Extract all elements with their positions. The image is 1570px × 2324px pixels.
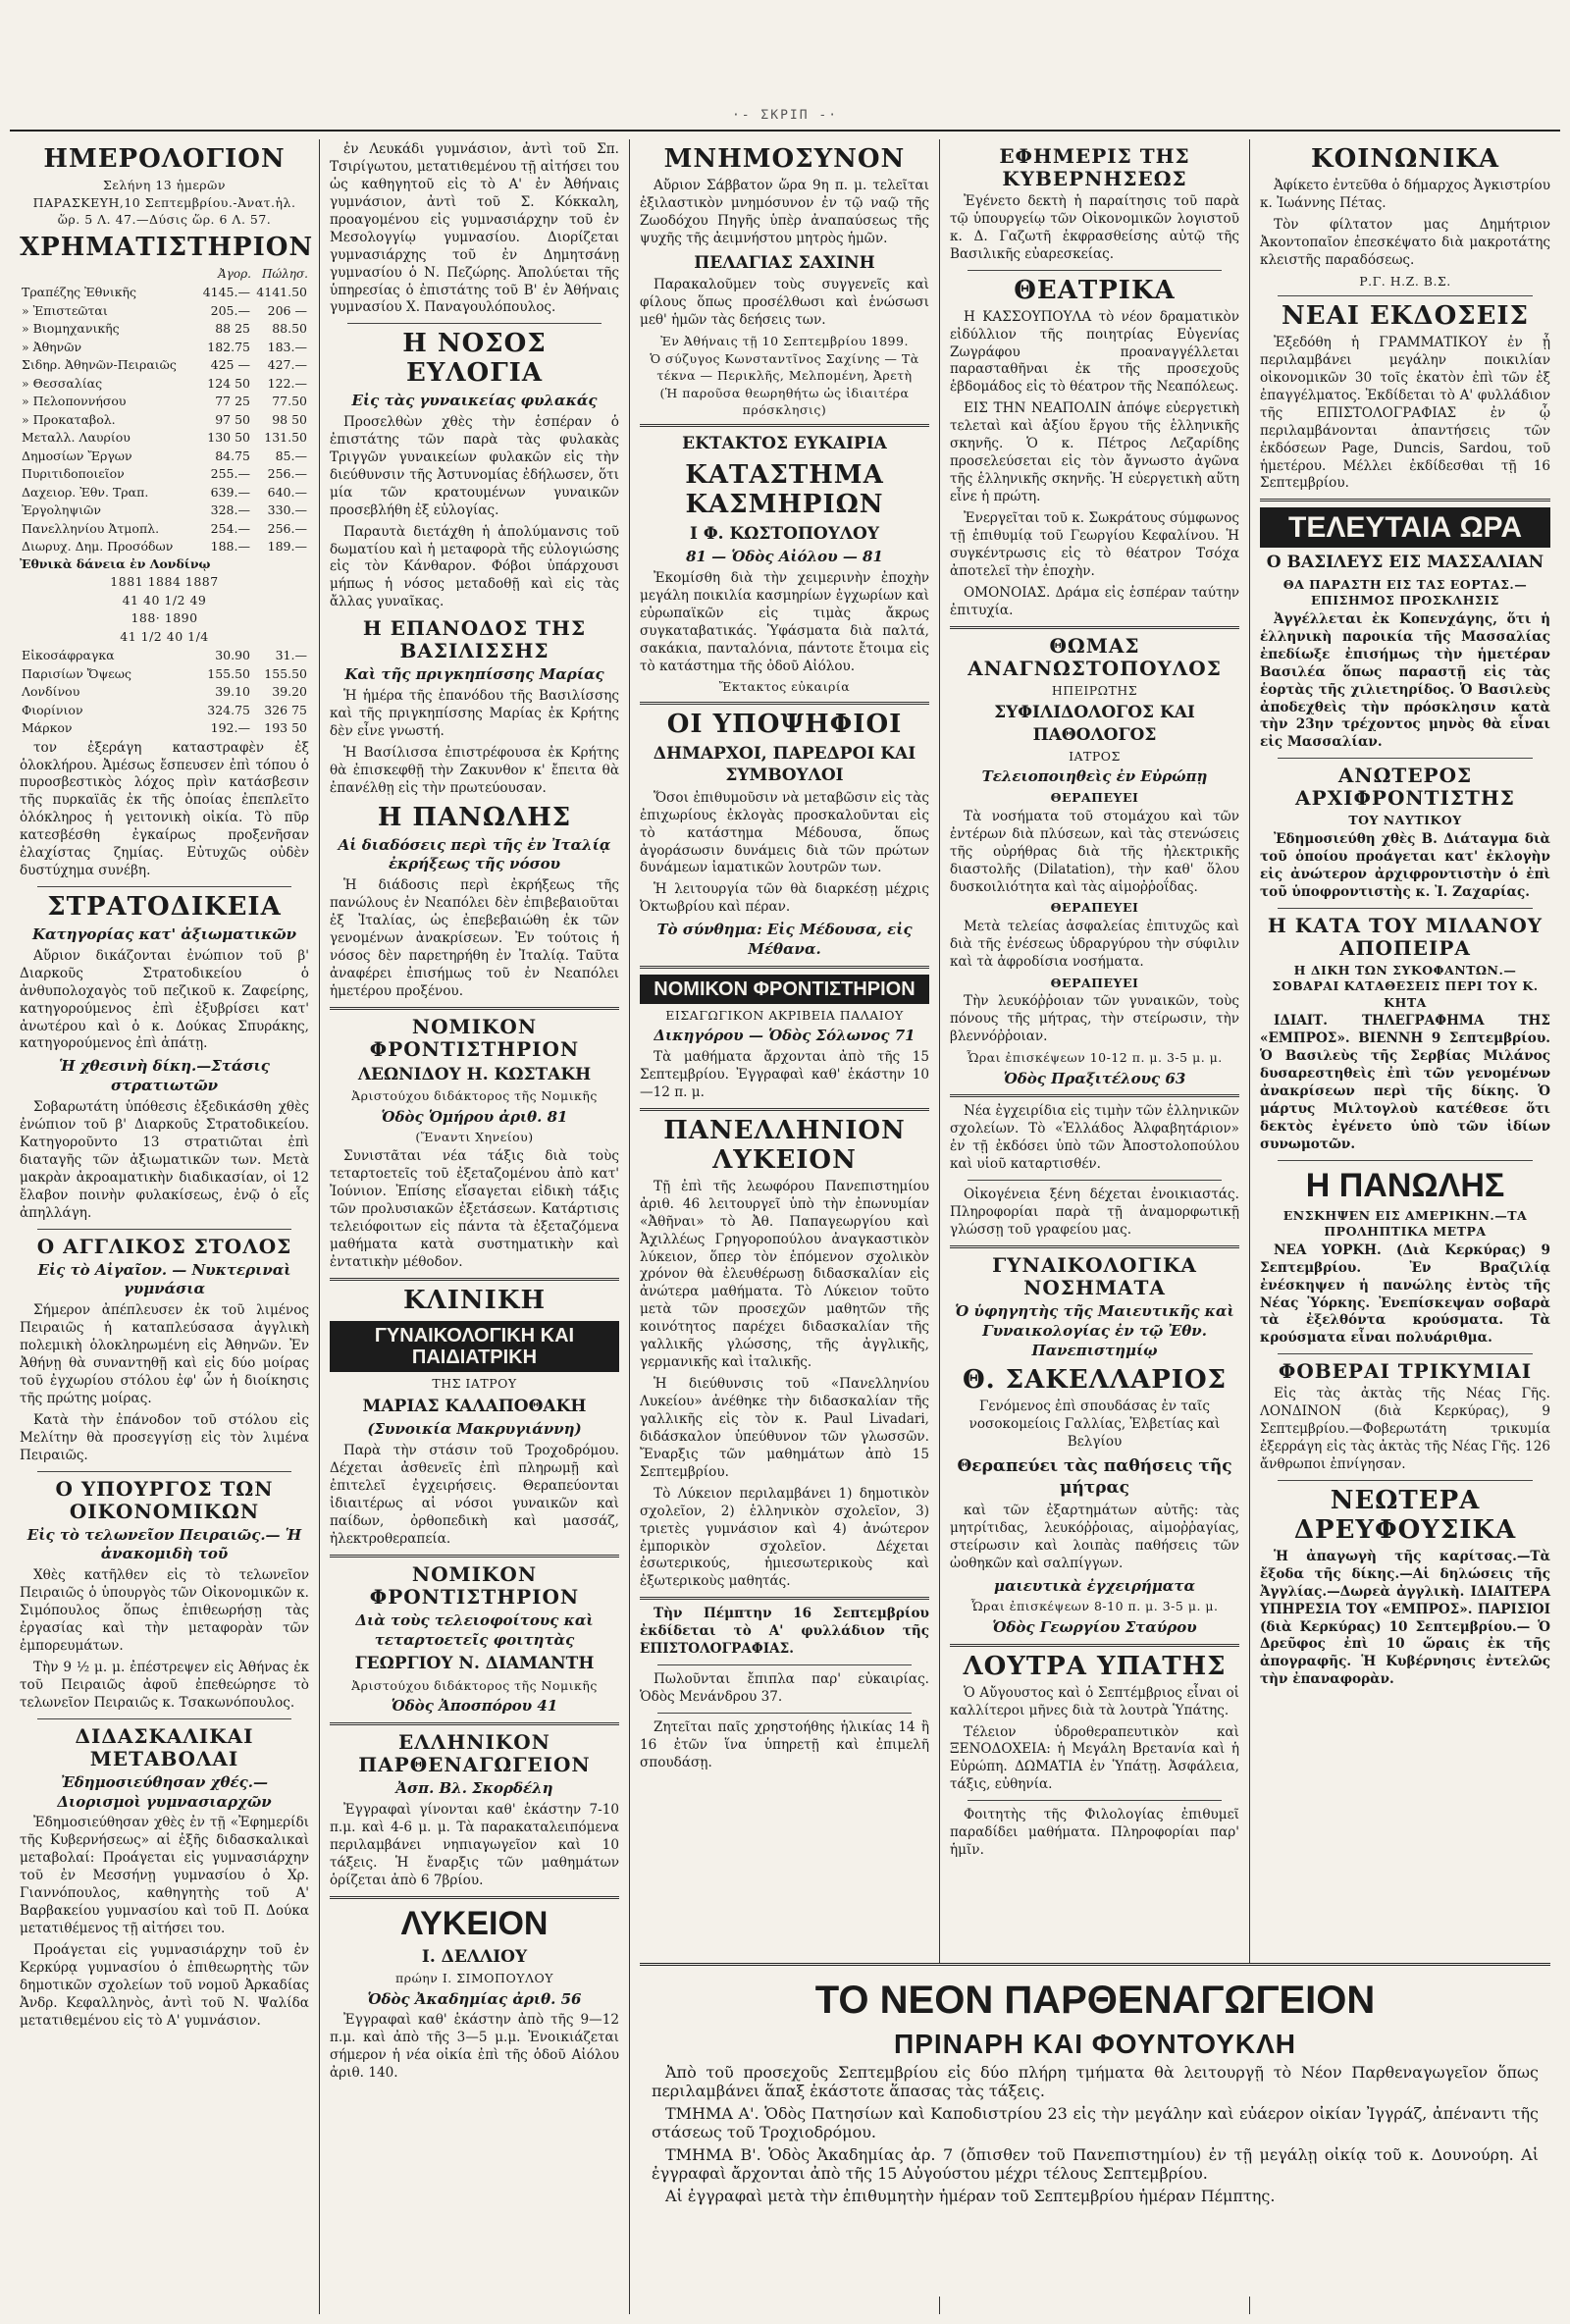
table-row <box>20 465 309 484</box>
divider <box>37 1718 291 1719</box>
theatre-paragraph-4: ΟΜΟΝΟΙΑΣ. Δράμα εἰς ἑσπέραν ταύτην ἐπιτυχία. <box>950 584 1239 618</box>
divider <box>1278 908 1533 909</box>
teachers-subtitle: Ἐδημοσιεύθησαν χθές.— Διορισμοὶ γυμνασιαρχῶν <box>57 1772 272 1811</box>
divider <box>640 424 929 427</box>
exchange-header <box>20 266 309 284</box>
storm-title: ΦΟΒΕΡΑΙ ΤΡΙΚΥΜΙΑΙ <box>1278 1359 1533 1384</box>
dreyfus-title: ΝΕΩΤΕΡΑ ΔΡΕΥΦΟΥΣΙΚΑ <box>1293 1486 1517 1545</box>
plague-italy-paragraph: Ἡ διάδοσις περὶ ἐκρήξεως τῆς πανώλους ἐν Νεαπόλει δὲν ἐπιβεβαιοῦται ἐξ Ἰταλίας, ὡς ἐπεβεβαιώθη ἐκ τῶν γενομένων ἀνακρίσεων. Ἐν τούτοις ἡ νόσος δὲν παρετηρήθη ἐν Ἰταλίᾳ. Ταῦτα ἀναφέρει ἐπισήμως τοῦ ἐν Νεαπόλει ἡμετέρου προξένου. <box>330 877 619 999</box>
rate-buy: 77 25 <box>215 394 250 409</box>
gynecology-doctor: Θ. ΣΑΚΕΛΛΑΡΙΟΣ <box>963 1365 1227 1396</box>
rate-sell: 256.— <box>267 520 307 536</box>
table-row <box>20 339 309 357</box>
divider <box>347 323 602 324</box>
rate-name: » Πελοποννήσου <box>22 394 127 409</box>
fire-article: τον ἐξεράγη καταστραφὲν ἐξ ὁλοκλήρου. Ἀμέσως ἔσπευσεν ἐπὶ τόπου ὁ πυροσβεστικὸς λόχος πρὶν κατάσβεσιν τῆς πυρκαϊᾶς ἐκ τῆς ὁποίας ἐπεπλεῖτο ὁλόκληρος ἡ γειτονικὴ οἰκία. Τὸ πῦρ κατεσβέσθη ἐγκαίρως προξενῆσαν ἐλαχίστας ζημίας. Εὐτυχῶς οὐδὲν δυστύχημα συνέβη. <box>20 739 309 879</box>
gazette-title: ΕΦΗΜΕΡΙΣ ΤΗΣ ΚΥΒΕΡΝΗΣΕΩΣ <box>999 144 1190 190</box>
table-row <box>20 538 309 556</box>
divider <box>968 1180 1222 1181</box>
divider <box>950 1644 1239 1647</box>
rate-buy: 324.75 <box>207 702 250 717</box>
gynecology-address: Ὁδὸς Γεωργίου Σταύρου <box>992 1617 1197 1636</box>
notice-paragraph: Τὴν Πέμπτην 16 Σεπτεμβρίου ἐκδίδεται τὸ Α' φυλλάδιον τῆς ΕΠΙΣΤΟΛΟΓΡΑΦΙΑΣ. <box>640 1606 929 1658</box>
exchange-table <box>20 266 309 555</box>
table-row <box>20 448 309 466</box>
finance-subtitle: Εἰς τὸ τελωνεῖον Πειραιῶς.— Ἡ ἀνακομιδὴ τοῦ <box>26 1525 302 1563</box>
lyceum-name: Ι. ΔΕΛΛΙΟΥ <box>421 1946 528 1967</box>
lodging-paragraph: Οἰκογένεια ξένη δέχεται ἐνοικιαστάς. Πληροφορίαι παρὰ τῇ ἀναμορφωτικῇ γλώσσῃ τοῦ γραφείου μας. <box>950 1187 1239 1238</box>
tutor-subtitle: ΕΙΣΑΓΩΓΙΚΟΝ ΑΚΡΙΒΕΙΑ ΠΑΛΑΙΟΥ <box>665 1007 904 1023</box>
disease-paragraph-2: Παραυτὰ διετάχθη ἡ ἀπολύμανσις τοῦ δωματίου καὶ ἡ μεταφορὰ τῆς εὐλογιώσης εἰς τὸν Κάνθαρον. Φόβοι ὑπάρχουσι μήπως ἡ νόσος μεταδοθῇ καὶ εἰς τὰς ἄλλας γυναῖκας. <box>330 523 619 610</box>
divider <box>657 1713 912 1714</box>
theatre-paragraph-2: ΕΙΣ ΤΗΝ ΝΕΑΠΟΛΙΝ ἀπόψε εὐεργετικὴ τελεταὶ καὶ ἀξίου ἔργου τῆς ἑλληνικῆς σκηνῆς. Ὁ κ. Πέτρος Λεζαρίδης προσελεύσεται εἰς τὸν ἄγνωστο ἀγῶνα τῆς ἑλληνικῆς σκηνῆς. Ἡ εὐεργετικὴ αὕτη εἶνε ἡ πρώτη. <box>950 400 1239 505</box>
divider <box>1278 1160 1533 1161</box>
wanted-paragraph: Ζητεῖται παῖς χρηστοήθης ἡλικίας 14 ἢ 16 ἐτῶν ἵνα ὑπηρετῇ καὶ ἐπιμελῆ σπουδάσῃ. <box>640 1719 929 1770</box>
banner-paragraph-4: Αἱ ἐγγραφαὶ μετὰ τὴν ἐπιθυμητὴν ἡμέραν τοῦ Σεπτεμβρίου ἡμέραν Πέμπτης. <box>665 2187 1276 2206</box>
plague-america-title: Η ΠΑΝΩΛΗΣ <box>1305 1166 1505 1204</box>
divider <box>330 1722 619 1725</box>
rate-buy: 192.— <box>210 720 250 736</box>
banner-title: ΤΟ ΝΕΟΝ ΠΑΡΘΕΝΑΓΩΓΕΙΟΝ <box>814 1979 1376 2022</box>
table-row <box>20 647 309 665</box>
rate-name: Μάρκον <box>22 720 73 736</box>
masthead-ornament: ·‑ ΣΚΡΙΠ ‑· <box>731 108 839 123</box>
shop-address: 81 — Ὁδὸς Αἰόλου — 81 <box>686 548 883 566</box>
attempt-paragraph: ΙΔΙΑΙΤ. ΤΗΛΕΓΡΑΦΗΜΑ ΤΗΣ «ΕΜΠΡΟΣ». ΒΙΕΝΝΗ 9 Σεπτεμβρίου. Ὁ Βασιλεὺς τῆς Σερβίας Μιλάνος δυσαρεστηθεὶς ἐπὶ τῶν γενομένων ἀνακρίσεων περὶ τῆς δίκης. Ὁ μάρτυς Μιλτογλοὺ κατέθεσε ὅτι δεκτὸς ἐγένετο ὑπὸ τῶν ἰδίων συνωμοτῶν. <box>1260 1013 1550 1152</box>
rate-sell: 77.50 <box>272 394 307 409</box>
rate-sell: 256.— <box>267 466 307 482</box>
rate-sell: 85.— <box>275 448 307 463</box>
divider <box>330 1278 619 1281</box>
rate-buy: 88 25 <box>215 321 250 337</box>
storm-paragraph: Εἰς τὰς ἀκτὰς τῆς Νέας Γῆς. ΛΟΝΔΙΝΟΝ (διὰ Κερκύρας), 9 Σεπτεμβρίου.—Φοβερωτάτη τρικυμία ἐξερράγη εἰς τὰς ἀκτὰς τῆς Νέας Γῆς. 126 ἄνθρωποι ἐπνίγησαν. <box>1260 1386 1550 1473</box>
doctor-paragraph: Τὰ νοσήματα τοῦ στομάχου καὶ τῶν ἐντέρων διὰ πλύσεων, καὶ τὰς στενώσεις τῆς οὐρήθρας διὰ τῆς ἠλεκτρικῆς διαστολῆς (Dilatation), τὴν καθ' ὅλου δυσκοιλιότητα καὶ τὰς αἱμοῤῥοΐδας. <box>950 808 1239 895</box>
rate-name: Δημοσίων Ἔργων <box>22 448 132 463</box>
baths-paragraph: Ὁ Αὔγουστος καὶ ὁ Σεπτέμβριος εἶναι οἱ καλλίτεροι μῆνες διὰ τὰ λουτρὰ Ὑπάτης. <box>950 1684 1239 1718</box>
panhellenic-paragraph: Τῇ ἐπὶ τῆς λεωφόρου Πανεπιστημίου ἀριθ. 46 λειτουργεῖ ὑπὸ τὴν ἐπωνυμίαν «Ἀθῆναι» τὸ Ἀθ. Παπαγεωργίου καὶ Ἀχιλλέως Γρηγοροπούλου ἀναγκαστικὸν λύκειον, ὅπερ τὸν ἑπόμενον σχολικὸν χρόνον θὰ ἐλευθέρωσῃ διδασκαλίαν εἰς ἀνώτερα μαθήματα. Τὸ Λύκειον τοῦτο μετὰ τῶν προσεχῶν μαθητῶν τῆς κοινότητος παρέχει διδασκαλίαν τῆς γαλλικῆς γλώσσης, τῆς ἀγγλικῆς, γερμανικῆς καὶ ἰταλικῆς. <box>640 1178 929 1371</box>
divider <box>640 966 929 969</box>
finance-paragraph-2: Τὴν 9 ½ μ. μ. ἐπέστρεψεν εἰς Ἀθήνας ἐκ τοῦ Πειραιῶς ἀφοῦ ἐπεθεώρησε τὸ τελωνεῖον Πειραιῶς κ. Τσακωνόπουλος. <box>20 1659 309 1711</box>
rate-buy: 84.75 <box>215 448 250 463</box>
court-title: ΣΤΡΑΤΟΔΙΚΕΙΑ <box>47 892 282 923</box>
gynecology-footer: μαιευτικὰ ἐγχειρήματα <box>994 1576 1195 1595</box>
last-hour-subtitle: Ο ΒΑΣΙΛΕΥΣ ΕΙΣ ΜΑΣΣΑΛΙΑΝ <box>1266 553 1544 573</box>
rate-sell: 98 50 <box>272 411 307 427</box>
theatre-title: ΘΕΑΤΡΙΚΑ <box>1014 275 1176 305</box>
almanac-moon: Σελήνη 13 ἡμερῶν <box>103 177 226 192</box>
clinic-paragraph: Παρὰ τὴν στάσιν τοῦ Τροχοδρόμου. Δέχεται ἀσθενεῖς ἐπὶ πληρωμῇ καὶ ἐπιτελεῖ ἐγχειρήσεις. Θεραπεύονται ἰδιαιτέρως αἱ νόσοι γυναικῶν καὶ παίδων, ὀρθοπεδικὴ καὶ μασσάζ, ἠλεκτροθεραπεία. <box>330 1443 619 1547</box>
shop-footer: Ἔκτακτος εὐκαιρία <box>718 679 851 695</box>
school-banner <box>640 1963 1550 2297</box>
rate-name: » Βιομηχανικῆς <box>22 321 120 337</box>
rate-name: Φιορίνιον <box>22 702 83 717</box>
shop-paragraph: Ἐκομίσθη διὰ τὴν χειμερινὴν ἐποχὴν μεγάλη ποικιλία κασμηρίων ἐγχωρίων καὶ εὐρωπαϊκῶν εἰς τιμὰς ἄκρως συγκαταβατικάς. Ὑφάσματα διὰ παλτά, σακάκια, πανταλόνια, πάντοτε ἔτοιμα εἰς τὸ κατάστημα τῆς ὁδοῦ Αἰόλου. <box>640 569 929 674</box>
law-tutoring-address: Ὁδὸς Ὁμήρου ἀριθ. 81 <box>381 1107 568 1126</box>
navy-title: ΑΝΩΤΕΡΟΣ ΑΡΧΙΦΡΟΝΤΙΣΤΗΣ <box>1295 764 1515 811</box>
rate-name: » Προκαταβολ. <box>22 411 116 427</box>
divider <box>950 1245 1239 1248</box>
social-title: ΚΟΙΝΩΝΙΚΑ <box>1310 144 1499 174</box>
divider <box>640 1108 929 1111</box>
social-paragraph-2: Τὸν φίλτατον μας Δημήτριον Ἀκοντοπαῖον ἐπεσκέψατο διὰ μακροτάτης κλειστῆς παραδόσεως. <box>1260 216 1550 268</box>
law-tutoring-desc: Ἀριστούχου διδάκτορος τῆς Νομικῆς <box>351 1088 598 1104</box>
disease-subtitle: Εἰς τὰς γυναικείας φυλακάς <box>351 392 598 410</box>
divider <box>37 1229 291 1230</box>
doctor-cures-3: ΘΕΡΑΠΕΥΕΙ <box>1050 975 1139 990</box>
divider <box>37 886 291 887</box>
rate-name: Ἐργοληψιῶν <box>22 502 101 518</box>
lyceum-paragraph: Ἐγγραφαὶ καθ' ἑκάστην ἀπὸ τῆς 9—12 π.μ. καὶ ἀπὸ τῆς 3—5 μ.μ. Ἐνοικιάζεται σήμερον ἡ νέα οἰκία ἐπὶ τῆς ὁδοῦ Αἰόλου ἀριθ. 140. <box>330 2012 619 2082</box>
rate-sell: 427.— <box>267 357 307 373</box>
rate-name: Παρισίων Ὄψεως <box>22 665 131 681</box>
doctor-title: ΘΩΜΑΣ ΑΝΑΓΝΩΣΤΟΠΟΥΛΟΣ <box>968 633 1222 680</box>
table-row <box>20 665 309 684</box>
almanac-date: ΠΑΡΑΣΚΕΥΗ,10 Σεπτεμβρίου.-Ἀνατ.ἡλ. ὥρ. 5 Λ. 47.—Δύσις ὥρ. 6 Λ. 57. <box>32 195 296 227</box>
rate-sell: 131.50 <box>264 430 307 446</box>
doctor-trained: Τελειοποιηθεὶς ἐν Εὐρώπῃ <box>981 767 1208 786</box>
rate-buy: 328.— <box>210 502 250 518</box>
loans-head: Ἐθνικὰ δάνεια ἐν Λονδίνῳ <box>20 555 211 571</box>
plague-america-subtitle: ΕΝΣΚΗΨΕΝ ΕΙΣ ΑΜΕΡΙΚΗΝ.—ΤΑ ΠΡΟΛΗΠΤΙΚΑ ΜΕΤΡΑ <box>1282 1207 1528 1240</box>
column-1 <box>10 139 320 2314</box>
memorial-note: (Ἡ παροῦσα θεωρηθήτω ὡς ἰδιαιτέρα πρόσκλησις) <box>659 386 910 417</box>
plague-italy-subtitle: Αἱ διαδόσεις περὶ τῆς ἐν Ἰταλίᾳ ἐκρήξεως τῆς νόσου <box>338 835 611 873</box>
last-hour-subtitle-2: ΘΑ ΠΑΡΑΣΤΗ ΕΙΣ ΤΑΣ ΕΟΡΤΑΣ.— ΕΠΙΣΗΜΟΣ ΠΡΟΣΚΛΗΣΙΣ <box>1282 576 1528 608</box>
panhellenic-paragraph-3: Τὸ Λύκειον περιλαμβάνει 1) δημοτικὸν σχολεῖον, 2) ἑλληνικὸν σχολεῖον, 3) τριετὲς γυμνάσιον καὶ 4) ἀνώτερον ἐμπορικὸν σχολεῖον. Δέχεται ἐσωτερικούς, ἡμιεσωτερικοὺς καὶ ἐξωτερικοὺς μαθητάς. <box>640 1485 929 1590</box>
rate-sell: 122.— <box>267 375 307 391</box>
rate-buy: 97 50 <box>215 411 250 427</box>
divider <box>330 1555 619 1558</box>
rate-buy: 182.75 <box>207 339 250 354</box>
candidates-paragraph: Ὅσοι ἐπιθυμοῦσιν νὰ μεταβῶσιν εἰς τὰς ἐπιχωρίους ἐκλογὰς προσκαλοῦνται εἰς τὸ κατάστημα Μέδουσα, ὅπως ἀγοράσωσιν δυνάμεις διὰ τῶν πρώτων δυνάμεων ἰαματικῶν λουτρῶν των. <box>640 789 929 876</box>
candidates-paragraph-2: Ἡ λειτουργία τῶν θὰ διαρκέσῃ μέχρις Ὀκτωβρίου καὶ πέραν. <box>640 881 929 916</box>
divider <box>1278 758 1533 759</box>
rate-name: Λονδίνου <box>22 684 80 700</box>
clinic-subtitle: ΓΥΝΑΙΚΟΛΟΓΙΚΗ ΚΑΙ ΠΑΙΔΙΑΤΡΙΚΗ <box>330 1321 619 1372</box>
clinic-title: ΚΛΙΝΙΚΗ <box>402 1285 547 1315</box>
divider <box>1278 1353 1533 1354</box>
panhellenic-title: ΠΑΝΕΛΛΗΝΙΟΝ ΛΥΚΕΙΟΝ <box>663 1116 906 1175</box>
panhellenic-paragraph-2: Ἡ διεύθυνσις τοῦ «Πανελληνίου Λυκείου» ἀνέθηκε τὴν διδασκαλίαν τῆς γαλλικῆς εἰς τὸν κ. Paul Livadari, διδάσκαλον ὑπεύθυνον τῶν γλωσσῶν. Ἔναρξις τῶν μαθημάτων ἀπὸ 15 Σεπτεμβρίου. <box>640 1376 929 1480</box>
doctor-hours: Ὧραι ἐπισκέψεων 10-12 π. μ. 3-5 μ. μ. <box>967 1050 1223 1066</box>
court-paragraph-2: Σοβαρωτάτη ὑπόθεσις ἐξεδικάσθη χθὲς ἐνώπιον τοῦ β' Διαρκοῦς Στρατοδικείου. Κατηγοροῦντο 13 στρατιῶται ἐπὶ διαταγῆς τῶν ἀξιωματικῶν των. Μετὰ μακρὰν ἀκροαματικὴν διαδικασίαν, οἱ 12 ἔλαβον ποινὴν φυλακίσεως, ἐνῷ ὁ εἷς ἀπηλλάγη. <box>20 1099 309 1221</box>
rate-buy: 30.90 <box>215 648 250 663</box>
loans-values: 41 40 1/2 49 <box>122 592 207 607</box>
tutor-address: Δικηγόρου — Ὁδὸς Σόλωνος 71 <box>654 1027 916 1045</box>
rate-buy: 124 50 <box>207 375 250 391</box>
rate-sell: 4141.50 <box>256 285 307 300</box>
loans-years: 1881 1884 1887 <box>110 574 219 590</box>
disease-paragraph: Προσελθὼν χθὲς τὴν ἑσπέραν ὁ ἐπιστάτης τῶν παρὰ τὰς φυλακὰς Τριγγῶν γυναικείων φυλακῶν εἰς τὴν διεύθυνσιν τῆς Ἀστυνομίας ἐδήλωσεν, ὅτι μία τῶν κρατουμένων γυναικῶν προσεβλήθη ἐξ εὐλογίας. <box>330 413 619 518</box>
shop-title: ΚΑΤΑΣΤΗΜΑ ΚΑΣΜΗΡΙΩΝ <box>685 459 884 519</box>
table-row <box>20 502 309 520</box>
theatre-paragraph: Η ΚΑΣΣΟΥΠΟΥΛΑ τὸ νέον δραματικὸν εἰδύλλιον τῆς ποιητρίας Εὐγενίας Ζωγράφου προαναγγέλλεται παρασταθῆναι ἐκ τῆς προσεχοῦς ἑβδομάδος εἰς τὸ θέατρον τῆς Νεαπόλεως. <box>950 308 1239 396</box>
loans-values-2: 41 1/2 40 1/4 <box>120 628 209 644</box>
tutor-title: ΝΟΜΙΚΟΝ ΦΡΟΝΤΙΣΤΗΡΙΟΝ <box>640 975 929 1004</box>
gynecology-paragraph-2: καὶ τῶν ἐξαρτημάτων αὐτῆς: τὰς μητρίτιδας, λευκόῤῥοιας, αἱμοῤῥαγίας, στείρωσιν καὶ λοιπὰς παθήσεις τῶν ὠοθηκῶν καὶ σαλπίγγων. <box>950 1502 1239 1571</box>
baths-paragraph-2: Τέλειον ὑδροθεραπευτικὸν καὶ ΞΕΝΟΔΟΧΕΙΑ: ἡ Μεγάλη Βρετανία καὶ ἡ Εὐρώπη. ΔΩΜΑΤΙΑ ἐν Ὑπάτῃ. Ἀσφάλεια, τάξις, εὐθηνία. <box>950 1723 1239 1793</box>
fleet-paragraph: Σήμερον ἀπέπλευσεν ἐκ τοῦ λιμένος Πειραιῶς ἡ καταπλεύσασα ἀγγλικὴ πολεμικὴ ὁλοκληρωμένη εἰς Ἀθηνῶν. Ἐν Ἀθήνῃ θὰ συναντηθῇ καὶ εἰς δύο μοίρας τοῦ ἐγχωρίου στόλου ἐφ' ὧν ἡ διοίκησις τῆς πρώτης μοίρας. <box>20 1302 309 1406</box>
rate-sell: 326 75 <box>264 702 307 717</box>
rate-buy: 639.— <box>210 484 250 500</box>
table-row <box>20 683 309 702</box>
queen-subtitle: Καὶ τῆς πριγκηπίσσης Μαρίας <box>344 665 604 684</box>
memorial-paragraph-2: Παρακαλοῦμεν τοὺς συγγενεῖς καὶ φίλους ὅπως προσέλθωσι καὶ ἑνώσωσι μεθ' ἡμῶν τὰς δεήσεις των. <box>640 277 929 328</box>
memorial-name: ΠΕΛΑΓΙΑΣ ΣΑΧΙΝΗ <box>694 252 875 273</box>
rate-sell: 206 — <box>267 302 307 318</box>
social-signature: Ρ.Γ. Η.Ζ. Β.Σ. <box>1359 273 1451 289</box>
table-row <box>20 484 309 502</box>
table-row <box>20 429 309 448</box>
navy-subtitle: ΤΟΥ ΝΑΥΤΙΚΟΥ <box>1348 813 1462 828</box>
memorial-paragraph: Αὔριον Σάββατον ὥρα 9η π. μ. τελεῖται ἐξιλαστικὸν μνημόσυνον ἐν τῷ ναῷ τῆς Ζωοδόχου Πηγῆς ὑπὲρ ἀναπαύσεως τῆς ψυχῆς τῆς ἀειμνήστου μητρὸς ἡμῶν. <box>640 177 929 246</box>
rate-sell: 183.— <box>267 339 307 354</box>
memorial-title: ΜΝΗΜΟΣΥΝΟΝ <box>663 144 906 174</box>
doctor-cures-2: ΘΕΡΑΠΕΥΕΙ <box>1050 900 1139 916</box>
rate-name: Διωρυχ. Δημ. Προσόδων <box>22 539 174 555</box>
law2-name: ΓΕΩΡΓΙΟΥ Ν. ΔΙΑΜΑΝΤΗ <box>354 1654 595 1674</box>
rate-name: Πανελληνίου Ἀτμοπλ. <box>22 520 160 536</box>
table-row <box>20 520 309 539</box>
banner-paragraph-3: ΤΜΗΜΑ Β'. Ὁδὸς Ἀκαδημίας ἀρ. 7 (ὄπισθεν τοῦ Πανεπιστημίου) ἐν τῇ μεγάλῃ οἰκίᾳ τοῦ κ. Δουνούρη. Αἱ ἐγγραφαὶ ἄρχονται ἀπὸ τῆς 15 Αὐγούστου μέχρι τέλους Σεπτεμβρίου. <box>652 2145 1539 2184</box>
law2-address: Ὁδὸς Ἀποσπόρου 41 <box>391 1697 558 1716</box>
tutor-paragraph: Τὰ μαθήματα ἄρχονται ἀπὸ τῆς 15 Σεπτεμβρίου. Ἐγγραφαὶ καθ' ἑκάστην 10—12 π. μ. <box>640 1049 929 1101</box>
rate-buy: 130 50 <box>207 430 250 446</box>
fleet-title: Ο ΑΓΓΛΙΚΟΣ ΣΤΟΛΟΣ <box>36 1234 292 1258</box>
top-rule <box>10 130 1560 132</box>
law-tutoring-paragraph: Συνιστᾶται νέα τάξις διὰ τοὺς τεταρτοετεῖς τοῦ ἐξεταζομένου ἀπὸ κατ' Ἰούνιον. Ἐπίσης εἴσαγεται εἰδικὴ τάξις τῶν προλυσιακῶν ἐξετάσεων. Κατάρτισις τελειόφοιτων εἰς πάντα τὰ ἐξεταζόμενα μαθήματα κατὰ συστηματικὴν καὶ ἐντατικὴν μέθοδον. <box>330 1147 619 1270</box>
navy-paragraph: Ἐδημοσιεύθη χθὲς Β. Διάταγμα διὰ τοῦ ὁποίου προάγεται κατ' ἐκλογὴν εἰς ἀνώτερον ἀρχιφροντιστὴν ὁ ἐπὶ τοῦ ὑποφροντιστὴς κ. Ἰ. Ζαχαρίας. <box>1260 830 1550 900</box>
table-row <box>20 375 309 394</box>
doctor-paragraph-2: Μετὰ τελείας ἀσφαλείας ἐπιτυχῶς καὶ διὰ τῆς ἐνέσεως ὑδραργύρου τὴν σύφιλιν καὶ τὰ ἀφροδίσια νοσήματα. <box>950 918 1239 970</box>
rate-name: Δαχειορ. Ἐθν. Τραπ. <box>22 484 149 500</box>
shop-header: ΕΚΤΑΚΤΟΣ ΕΥΚΑΙΡΙΑ <box>682 434 887 454</box>
gynecology-paragraph: Γενόμενος ἐπὶ σπουδάσας ἐν ταῖς νοσοκομείοις Γαλλίας, Ἑλβετίας καὶ Βελγίου <box>968 1399 1221 1451</box>
clinic-of: ΤΗΣ ΙΑΤΡΟΥ <box>432 1376 517 1392</box>
lyceum-previous: πρώην Ι. ΣΙΜΟΠΟΥΛΟΥ <box>395 1971 553 1986</box>
almanac-title: ΗΜΕΡΟΛΟΓΙΟΝ <box>43 144 286 174</box>
rate-buy: 425 — <box>210 357 250 373</box>
divider <box>1278 1480 1533 1481</box>
law2-title: ΝΟΜΙΚΟΝ ΦΡΟΝΤΙΣΤΗΡΙΟΝ <box>369 1561 580 1609</box>
rate-name: Εἰκοσάφραγκα <box>22 648 115 663</box>
new-editions-title: ΝΕΑΙ ΕΚΔΟΣΕΙΣ <box>1282 301 1529 332</box>
rate-buy: 188.— <box>210 539 250 555</box>
doctor-address: Ὁδὸς Πραξιτέλους 63 <box>1003 1069 1186 1087</box>
gazette-paragraph: Ἐγένετο δεκτὴ ἡ παραίτησις τοῦ παρὰ τῷ ὑπουργείῳ τῶν Οἰκονομικῶν λογιστοῦ κ. Δ. Γαζωτῆ ἐκφρασθείσης αὐτῷ τῆς Βασιλικῆς εὐαρεσκείας. <box>950 193 1239 262</box>
theatre-paragraph-3: Ἐνεργεῖται τοῦ κ. Σωκράτους σύμφωνος τῇ ἐπιθυμίᾳ τοῦ Γεωργίου Κεφαλίνου. Ἡ συγκέντρωσις εἰς τὸ θέατρον Τσόχα ἀποτελεῖ τὴν ἐποχὴν. <box>950 509 1239 579</box>
currency-table <box>20 647 309 738</box>
last-hour-title: ΤΕΛΕΥΤΑΙΑ ΩΡΑ <box>1260 507 1550 548</box>
attempt-subtitle: Η ΔΙΚΗ ΤΩΝ ΣΥΚΟΦΑΝΤΩΝ.— ΣΟΒΑΡΑΙ ΚΑΤΑΘΕΣΕΙΣ ΠΕΡΙ ΤΟΥ Κ. ΚΗΤΑ <box>1272 962 1539 1010</box>
table-row <box>20 702 309 720</box>
candidates-subtitle: ΔΗΜΑΡΧΟΙ, ΠΑΡΕΔΡΟΙ ΚΑΙ ΣΥΜΒΟΥΛΟΙ <box>653 743 916 786</box>
rate-buy: 39.10 <box>215 684 250 700</box>
philology-paragraph: Φοιτητὴς τῆς Φιλολογίας ἐπιθυμεῖ παραδίδει μαθήματα. Πληροφορίαι παρ' ἡμῖν. <box>950 1807 1239 1859</box>
divider <box>330 1896 619 1899</box>
lyceum-title: ΛΥΚΕΙΟΝ <box>400 1904 549 1942</box>
last-hour-paragraph: Ἀγγέλλεται ἐκ Κοπενχάγης, ὅτι ἡ ἑλληνικὴ παροικία τῆς Μασσαλίας ἐπεδίωξε ἐπισήμως τὴν ἡμετέραν Βασιλέα ὅπως παραστῇ εἰς τὰς ἑορτὰς τῆς χιλιετηρίδος. Ὁ Βασιλεὺς ἀποδεχθεὶς τὴν πρόσκλησιν κατὰ τὴν 23ην τρέχοντος μηνὸς θὰ εἶναι εἰς Μασσαλίαν. <box>1260 610 1550 751</box>
gynecology-heals: Θεραπεύει τὰς παθήσεις τῆς μήτρας <box>957 1456 1232 1499</box>
rate-sell: 193 50 <box>264 720 307 736</box>
rate-sell: 155.50 <box>264 665 307 681</box>
rate-sell: 189.— <box>267 539 307 555</box>
rate-name: » Ἐπιστεῶται <box>22 302 108 318</box>
divider <box>657 1664 912 1665</box>
disease-title: Η ΝΟΣΟΣ ΕΥΛΟΓΙΑ <box>402 329 547 389</box>
finance-paragraph: Χθὲς κατῆλθεν εἰς τὸ τελωνεῖον Πειραιῶς ὁ ὑπουργὸς τῶν Οἰκονομικῶν κ. Σιμόπουλος ὅπως ἐπιθεωρήσῃ τὰς ἐργασίας καὶ τὴν μεταφορὰν τῶν ἐμπορευμάτων. <box>20 1567 309 1654</box>
divider <box>330 1007 619 1010</box>
law2-desc: Ἀριστούχου διδάκτορος τῆς Νομικῆς <box>351 1677 598 1693</box>
rate-buy: 255.— <box>210 466 250 482</box>
banner-paragraph-2: ΤΜΗΜΑ Α'. Ὁδὸς Πατησίων καὶ Καποδιστρίου 23 εἰς τὴν μεγάλην καὶ εὐάερον οἰκίαν Ἰγγράζ, ἀπέναντι τῆς στάσεως τοῦ Τροχιοδρόμου. <box>652 2104 1539 2142</box>
divider <box>1260 499 1550 502</box>
fleet-paragraph-2: Κατὰ τὴν ἐπάνοδον τοῦ στόλου εἰς Μελίτην θὰ προσεγγίσῃ εἰς τὸν λιμένα Πειραιῶς. <box>20 1411 309 1463</box>
divider <box>950 1094 1239 1097</box>
col-sell: Πώλησ. <box>261 267 308 282</box>
clinic-address: (Συνοικία Μακρυγιάννη) <box>367 1420 582 1439</box>
doctor-cures: ΘΕΡΑΠΕΥΕΙ <box>1050 790 1139 806</box>
rate-buy: 205.— <box>210 302 250 318</box>
gynecology-subtitle: Ὁ ὑφηγητὴς τῆς Μαιευτικῆς καὶ Γυναικολογίας ἐν τῷ Ἐθν. Πανεπιστημίῳ <box>955 1301 1234 1359</box>
court-paragraph: Αὔριον δικάζονται ἐνώπιον τοῦ β' Διαρκοῦς Στρατοδικείου ὁ ἀνθυπολοχαγὸς τοῦ πεζικοῦ κ. Ζαφείρης, κατηγορούμενος ἐπὶ ἐξυβρίσει κατ' ἀνωτέρου καὶ ὁ κ. Δούκας Σπυράκης, κατηγορούμενος ἐπὶ ἀπάτῃ. <box>20 947 309 1052</box>
plague-america-paragraph: ΝΕΑ ΥΟΡΚΗ. (Διὰ Κερκύρας) 9 Σεπτεμβρίου. Ἐν Βραζιλίᾳ ἐνέσκηψεν ἡ πανώλης ἐντὸς τῆς Νέας Ὑόρκης. Ἐνεπίσκεψαν σοβαρὰ τὰ ἐξελθόντα κρούσματα. Τὰ κρούσματα εἶναι πολυάριθμα. <box>1260 1241 1550 1347</box>
table-row <box>20 302 309 321</box>
divider <box>640 1597 929 1600</box>
memorial-date: Ἐν Ἀθήναις τῇ 10 Σεπτεμβρίου 1899. <box>660 333 909 348</box>
plague-italy-title: Η ΠΑΝΩΛΗΣ <box>377 802 572 832</box>
law-tutoring-name: ΛΕΩΝΙΔΟΥ Η. ΚΩΣΤΑΚΗ <box>357 1064 592 1084</box>
divider <box>950 626 1239 629</box>
rate-sell: 330.— <box>267 502 307 518</box>
law-tutoring-title: ΝΟΜΙΚΟΝ ΦΡΟΝΤΙΣΤΗΡΙΟΝ <box>369 1014 580 1061</box>
divider <box>37 1471 291 1472</box>
teachers-paragraph: Ἐδημοσιεύθησαν χθὲς ἐν τῇ «Ἐφημερίδι τῆς Κυβερνήσεως» αἱ ἐξῆς διδασκαλικαὶ μεταβολαί: Προάγεται εἰς γυμνασιάρχην τοῦ ἐν Μεσσήνῃ γυμνασίου ὁ Χρ. Γιαννόπουλος, καθηγητὴς τοῦ Α' Βαρβακείου γυμνασίου καὶ τοῦ Π. Δούκα μετατιθέμενος τῇ αἰτήσει του. <box>20 1815 309 1936</box>
rate-sell: 640.— <box>267 484 307 500</box>
memorial-signed: Ὁ σύζυγος Κωνσταντῖνος Σαχίνης — Τὰ τέκνα — Περικλῆς, Μελπομένη, Ἀρετὴ <box>650 351 919 383</box>
finance-title: Ο ΥΠΟΥΡΓΟΣ ΤΩΝ ΟΙΚΟΝΟΜΙΚΩΝ <box>55 1476 274 1523</box>
fleet-subtitle: Εἰς τὸ Αἰγαῖον. — Νυκτεριναὶ γυμνάσια <box>37 1260 291 1298</box>
candidates-signal: Τὸ σύνθημα: Εἰς Μέδουσα, εἰς Μέθανα. <box>656 921 913 959</box>
banner-subtitle: ΠΡΙΝΑΡΗ ΚΑΙ ΦΟΥΝΤΟΥΚΛΗ <box>893 2029 1297 2059</box>
books-paragraph: Νέα ἐγχειρίδια εἰς τιμὴν τῶν ἑλληνικῶν σχολείων. Τὸ «Ἑλλάδος Ἀλφαβητάριον» ἐν τῇ ἐκδόσει ὑπὸ τῶν Ἀποστολοπούλου καὶ υἱοῦ καταρτισθέν. <box>950 1103 1239 1173</box>
table-row <box>20 393 309 411</box>
doctor-role: ΙΑΤΡΟΣ <box>1069 748 1121 764</box>
col-buy: Ἀγορ. <box>218 267 251 282</box>
social-paragraph: Ἀφίκετο ἐντεῦθα ὁ δήμαρχος Ἀγκιστρίου κ. Ἰωάννης Πέτας. <box>1260 177 1550 211</box>
table-row <box>20 320 309 339</box>
queen-paragraph-2: Ἡ Βασίλισσα ἐπιστρέφουσα ἐκ Κρήτης θὰ ἐπισκεφθῇ τὴν Ζακυνθον κ' ἔπειτα θὰ ἐπανέλθῃ εἰς τὴν πρωτεύουσαν. <box>330 744 619 796</box>
rate-name: Μεταλλ. Λαυρίου <box>22 430 131 446</box>
column-2 <box>320 139 630 2314</box>
rate-sell: 39.20 <box>272 684 307 700</box>
furniture-paragraph: Πωλοῦνται ἔπιπλα παρ' εὐκαιρίας. Ὁδὸς Μενάνδρου 37. <box>640 1671 929 1706</box>
continued-paragraph: ἐν Λευκάδι γυμνάσιον, ἀντὶ τοῦ Σπ. Τσιρίγωτου, μετατιθεμένου τῇ αἰτήσει του ὡς καθηγητοῦ εἰς τὸ Α' ἐν Ἀθήναις γυμνάσιον, ἀντὶ τοῦ Σ. Κόκκαλη, προαγομένου εἰς γυμνασιάρχην τοῦ ἐν Μεσολογγίῳ γυμνασίου. Διορίζεται γυμνασιάρχης τοῦ ἐν Δημητσάνῃ γυμνασίου ὁ Ν. Πεζώρης. Ἀπολύεται τῆς ὑπηρεσίας ὁ ἐπιστάτης τοῦ Β' ἐν Ἀθήναις γυμνασίου Χ. Παναγουλόπουλος. <box>330 141 619 316</box>
divider <box>968 270 1222 271</box>
doctor-origin: ΗΠΕΙΡΩΤΗΣ <box>1051 682 1138 698</box>
rate-sell: 31.— <box>275 648 307 663</box>
candidates-title: ΟΙ ΥΠΟΨΗΦΙΟΙ <box>666 709 903 739</box>
gynecology-title: ΓΥΝΑΙΚΟΛΟΓΙΚΑ ΝΟΣΗΜΑΤΑ <box>992 1252 1197 1299</box>
table-row <box>20 411 309 430</box>
teachers-title: ΔΙΔΑΣΚΑΛΙΚΑΙ ΜΕΤΑΒΟΛΑΙ <box>75 1723 254 1770</box>
law2-subtitle: Διὰ τοὺς τελειοφοίτους καὶ τεταρτοετεῖς φοιτητὰς <box>355 1611 594 1649</box>
rate-sell: 88.50 <box>272 321 307 337</box>
lyceum-address: Ὁδὸς Ἀκαδημίας ἀριθ. 56 <box>367 1989 582 2008</box>
banner-paragraph: Ἀπὸ τοῦ προσεχοῦς Σεπτεμβρίου εἰς δύο πλήρη τμήματα θὰ λειτουργῇ τὸ Νέον Παρθεναγωγεῖον ὅπως περιλαμβάνει ἅπαξ ἐκάστοτε ἅπασας τὰς τάξεις. <box>652 2063 1539 2101</box>
girls-school-paragraph: Ἐγγραφαὶ γίνονται καθ' ἑκάστην 7-10 π.μ. καὶ 4-6 μ. μ. Τὰ παρακαταλειπόμενα περιλαμβάνει νηπιαγωγεῖον καὶ 10 τάξεις. Ἡ ἔναρξις τῶν μαθημάτων ὁρίζεται ἀπὸ 6 7βρίου. <box>330 1801 619 1888</box>
table-row <box>20 356 309 375</box>
rate-name: Τραπέζης Ἐθνικῆς <box>22 285 137 300</box>
masthead <box>0 0 1570 133</box>
rate-buy: 155.50 <box>207 665 250 681</box>
queen-paragraph: Ἡ ἡμέρα τῆς ἐπανόδου τῆς Βασιλίσσης καὶ τῆς πριγκηπίσσης Μαρίας ἐκ Κρήτης δὲν εἶνε γνωστή. <box>330 688 619 739</box>
court-subtitle-2: Ἡ χθεσινὴ δίκη.—Στάσις στρατιωτῶν <box>59 1057 270 1095</box>
doctor-paragraph-3: Τὴν λευκόῤῥοιαν τῶν γυναικῶν, τοὺς πόνους τῆς μήτρας, τὴν στείρωσιν, τὴν βλεννόῤῥοιαν. <box>950 993 1239 1045</box>
gynecology-hours: Ὧραι ἐπισκέψεων 8-10 π. μ. 3-5 μ. μ. <box>970 1599 1219 1614</box>
new-editions-paragraph: Ἐξεδόθη ἡ ΓΡΑΜΜΑΤΙΚΟΥ ἐν ᾗ περιλαμβάνει μεγάλην ποικιλίαν οἰκονομικῶν 30 τοῖς ἑκατὸν ἐπὶ τῶν ἐξ ἐπαγγέλματος. Ἐκδίδεται τὸ Α' φυλλάδιον τῆς ΕΠΙΣΤΟΛΟΓΡΑΦΙΑΣ ἐν ᾧ περιλαμβάνονται ἀπαντήσεις τῶν ἐκδόσεων Page, Duncis, Sardou, τοῦ ἡμετέρου. Μέλλει ἐκδίδεσθαι τῇ 16 Σεπτεμβρίου. <box>1260 334 1550 492</box>
table-row <box>20 284 309 302</box>
queen-title: Η ΕΠΑΝΟΔΟΣ ΤΗΣ ΒΑΣΙΛΙΣΣΗΣ <box>362 616 587 663</box>
exchange-title: ΧΡΗΜΑΤΙΣΤΗΡΙΟΝ <box>20 233 314 263</box>
attempt-title: Η ΚΑΤΑ ΤΟΥ ΜΙΛΑΝΟΥ ΑΠΟΠΕΙΡΑ <box>1267 913 1544 960</box>
shop-owner: Ι Φ. ΚΩΣΤΟΠΟΥΛΟΥ <box>689 523 880 544</box>
rate-name: » Θεσσαλίας <box>22 375 103 391</box>
law-tutoring-note: (Ἔναντι Χηνείου) <box>415 1130 534 1145</box>
divider <box>968 1800 1222 1801</box>
clinic-doctor: ΜΑΡΙΑΣ ΚΑΛΑΠΟΘΑΚΗ <box>362 1396 587 1416</box>
table-row <box>20 719 309 738</box>
rate-name: » Ἀθηνῶν <box>22 339 82 354</box>
dreyfus-paragraph: Ἡ ἀπαγωγὴ τῆς καρίτσας.—Τὰ ἔξοδα τῆς δίκης.—Αἱ δηλώσεις τῆς Ἀγγλίας.—Δωρεὰ ἀγγλικὴ. ΙΔΙΑΙΤΕΡΑ ΥΠΗΡΕΣΙΑ ΤΟΥ «ΕΜΠΡΟΣ». ΠΑΡΙΣΙΟΙ (διὰ Κερκύρας) 10 Σεπτεμβρίου.— Ὁ Δρεῦφος ἐπὶ 10 ὥραις ἐκ τῆς ἀπογραφῆς. Ἡ Κυβέρνησις ἐντελῶς τὴν ἐπαναφορὰν. <box>1260 1548 1550 1688</box>
rate-name: Σιδηρ. Ἀθηνῶν-Πειραιῶς <box>22 357 177 373</box>
doctor-specialty: ΣΥΦΙΛΙΔΟΛΟΓΟΣ ΚΑΙ ΠΑΘΟΛΟΓΟΣ <box>994 703 1195 745</box>
girls-school-name: Ἀσπ. Βλ. Σκορδέλη <box>395 1779 553 1798</box>
divider <box>640 702 929 705</box>
loans-years-2: 188· 1890 <box>131 610 198 626</box>
rate-buy: 254.— <box>210 520 250 536</box>
rate-buy: 4145.— <box>202 285 250 300</box>
baths-title: ΛΟΥΤΡΑ ΥΠΑΤΗΣ <box>963 1651 1227 1681</box>
court-subtitle: Κατηγορίας κατ' ἀξιωματικῶν <box>31 925 297 943</box>
teachers-paragraph-2: Προάγεται εἰς γυμνασιάρχην τοῦ ἐν Κερκύρᾳ γυμνασίου ὁ ἐπιθεωρητὴς τῶν δημοτικῶν σχολείων τοῦ νομοῦ Ἀρκαδίας Ἀνδρ. Κεφαλληνὸς, ἀντὶ τοῦ Ν. Ψαλίδα μετατιθεμένου εἰς τὸ Α' γυμνάσιον. <box>20 1941 309 2029</box>
girls-school-title: ΕΛΛΗΝΙΚΟΝ ΠΑΡΘΕΝΑΓΩΓΕΙΟΝ <box>358 1730 591 1777</box>
divider <box>1278 295 1533 296</box>
rate-name: Πυριτιδοποιεῖον <box>22 466 125 482</box>
